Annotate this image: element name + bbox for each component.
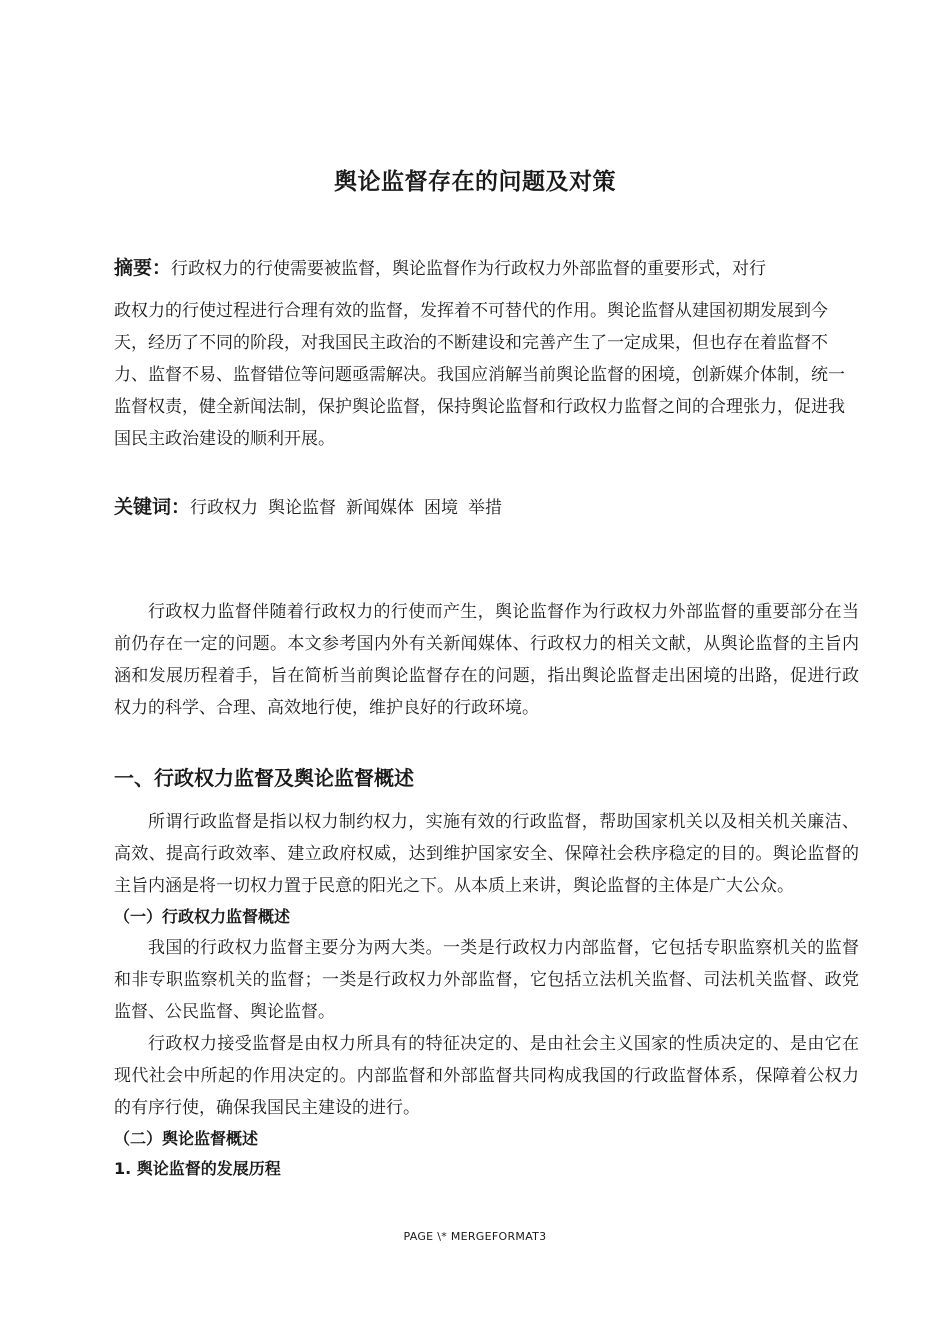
subsection-1-paragraph-2: 行政权力接受监督是由权力所具有的特征决定的、是由社会主义国家的性质决定的、是由它在现代社会中所起的作用决定的。内部监督和外部监督共同构成我国的行政监督体系，保障着公权力的有序行使，确保我国民主建设的进行。: [114, 1034, 859, 1118]
keyword-item: 困境: [424, 498, 459, 518]
introduction-paragraph: 行政权力监督伴随着行政权力的行使而产生，舆论监督作为行政权力外部监督的重要部分在当前仍存在一定的问题。本文参考国内外有关新闻媒体、行政权力的相关文献，从舆论监督的主旨内涵和发展历程着手，旨在简析当前舆论监督存在的问题，指出舆论监督走出困境的出路，促进行政权力的科学、合理、高效地行使，维护良好的行政环境。: [114, 602, 859, 718]
abstract-text-body: 政权力的行使过程进行合理有效的监督，发挥着不可替代的作用。舆论监督从建国初期发展到今天，经历了不同的阶段，对我国民主政治的不断建设和完善产生了一定成果，但也存在着监督不力、监督不易、监督错位等问题亟需解决。我国应消解当前舆论监督的困境，创新媒介体制，统一监督权责，健全新闻法制，保护舆论监督，保持舆论监督和行政权力监督之间的合理张力，促进我国民主政治建设的顺利开展。: [114, 301, 845, 449]
section-1-heading: 一、行政权力监督及舆论监督概述: [114, 766, 414, 790]
section-1-body: [114, 806, 859, 1184]
document-title: 舆论监督存在的问题及对策: [334, 169, 616, 195]
keyword-item: 舆论监督: [268, 498, 337, 518]
abstract-first-line: [114, 252, 859, 285]
subsection-1-heading: （一）行政权力监督概述: [114, 907, 291, 926]
abstract-section: [114, 252, 859, 455]
page-footer: PAGE \* MERGEFORMAT3: [403, 1230, 547, 1243]
subsection-1-paragraph-1: 我国的行政权力监督主要分为两大类。一类是行政权力内部监督，它包括专职监察机关的监督和非专职监察机关的监督；一类是行政权力外部监督，它包括立法机关监督、司法机关监督、政党监督、公民监督、舆论监督。: [114, 938, 859, 1022]
abstract-text-line-1: 行政权力的行使需要被监督，舆论监督作为行政权力外部监督的重要形式，对行: [171, 259, 767, 279]
keywords-section: [114, 491, 859, 524]
keyword-item: 行政权力: [190, 498, 259, 518]
section-1-paragraph: 所谓行政监督是指以权力制约权力，实施有效的行政监督，帮助国家机关以及相关机关廉洁、高效、提高行政效率、建立政府权威，达到维护国家安全、保障社会秩序稳定的目的。舆论监督的主旨内涵是将一切权力置于民意的阳光之下。从本质上来讲，舆论监督的主体是广大公众。: [114, 812, 859, 896]
subsection-2-item-1-heading: 1. 舆论监督的发展历程: [114, 1159, 281, 1178]
keywords-label: 关键词：: [114, 496, 191, 518]
subsection-2-heading: （二）舆论监督概述: [114, 1129, 259, 1148]
keyword-item: 新闻媒体: [346, 498, 415, 518]
abstract-label: 摘要：: [114, 257, 172, 279]
introduction-section: [114, 596, 859, 724]
keyword-item: 举措: [468, 498, 503, 518]
